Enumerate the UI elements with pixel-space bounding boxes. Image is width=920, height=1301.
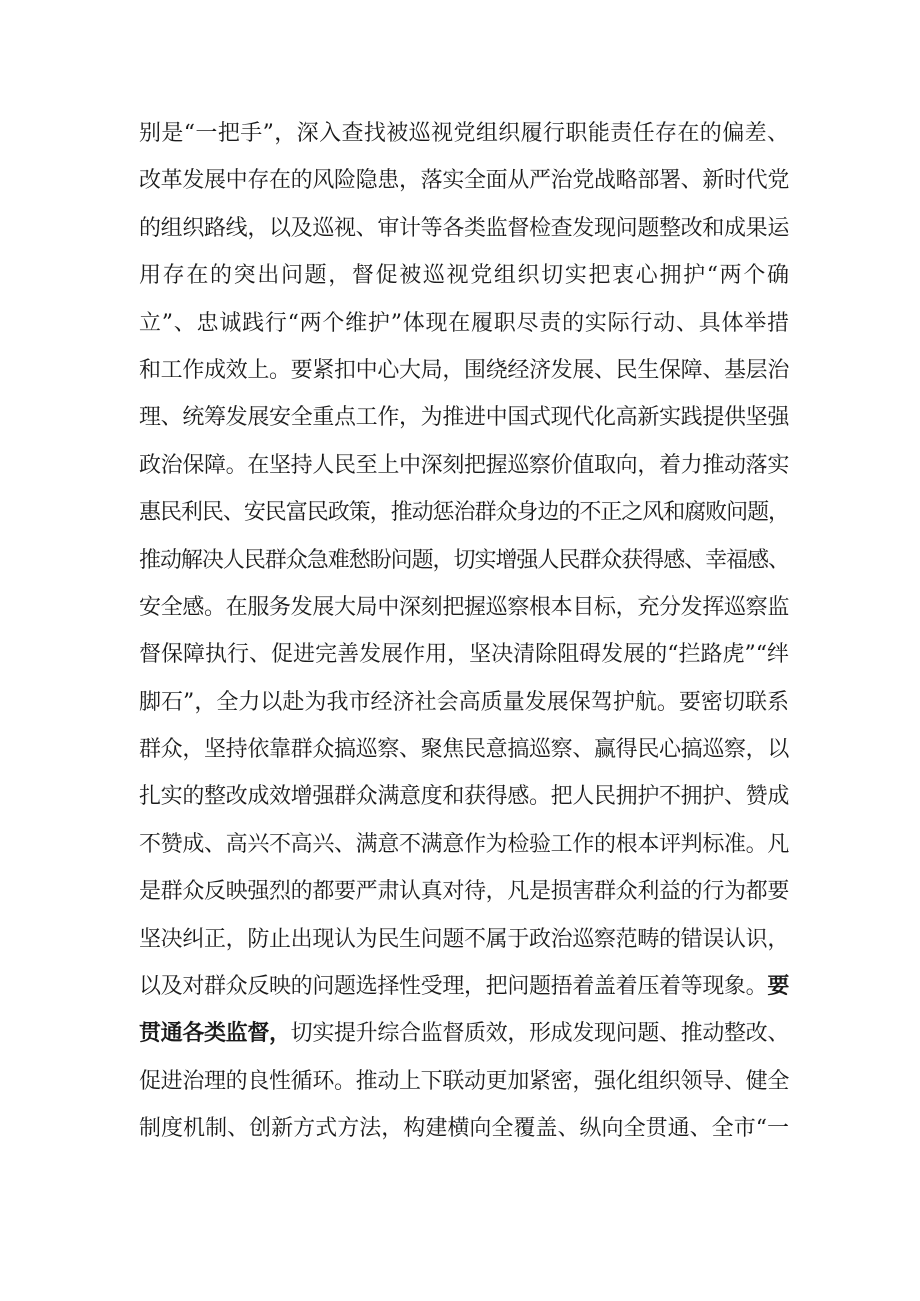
- text-line: 不赞成、高兴不高兴、满意不满意作为检验工作的根本评判标准。凡: [139, 831, 789, 857]
- text-line: 政治保障。在坚持人民至上中深刻把握巡察价值取向，着力推动落实: [139, 452, 789, 478]
- text-line: 理、统筹发展安全重点工作，为推进中国式现代化高新实践提供坚强: [139, 405, 789, 431]
- text-line-content: 以及对群众反映的问题选择性受理，把问题捂着盖着压着等现象。: [139, 974, 768, 1000]
- text-line: 别是“一把手”，深入查找被巡视党组织履行职能责任存在的偏差、: [139, 121, 789, 146]
- text-line: 和工作成效上。要紧扣中心大局，围绕经济发展、民生保障、基层治: [139, 357, 789, 383]
- text-line: 惠民利民、安民富民政策，推动惩治群众身边的不正之风和腐败问题，: [139, 500, 789, 526]
- text-line: 安全感。在服务发展大局中深刻把握巡察根本目标，充分发挥巡察监: [139, 594, 789, 620]
- text-line: 脚石”，全力以赴为我市经济社会高质量发展保驾护航。要密切联系: [139, 689, 789, 715]
- text-line: [139, 1010, 789, 1057]
- text-line: 立”、忠诚践行“两个维护”体现在履职尽责的实际行动、具体举措: [139, 310, 789, 336]
- text-line: 制度机制、创新方式方法，构建横向全覆盖、纵向全贯通、全市“一: [139, 1116, 789, 1142]
- text-line: 群众，坚持依靠群众搞巡察、聚焦民意搞巡察、赢得民心搞巡察，以: [139, 737, 789, 763]
- text-line-content: 切实提升综合监督质效，形成发现问题、推动整改、: [290, 1021, 789, 1047]
- bold-lead-in: 要: [767, 973, 789, 1000]
- text-line: 的组织路线，以及巡视、审计等各类监督检查发现问题整改和成果运: [139, 215, 789, 241]
- text-line: 坚决纠正，防止出现认为民生问题不属于政治巡察范畴的错误认识，: [139, 926, 789, 952]
- text-line: 推动解决人民群众急难愁盼问题，切实增强人民群众获得感、幸福感、: [139, 547, 789, 573]
- text-line: 用存在的突出问题，督促被巡视党组织切实把衷心拥护“两个确: [139, 263, 789, 289]
- text-line: 督保障执行、促进完善发展作用，坚决清除阻碍发展的“拦路虎”“绊: [139, 642, 789, 668]
- text-line: 促进治理的良性循环。推动上下联动更加紧密，强化组织领导、健全: [139, 1068, 789, 1094]
- text-line: 改革发展中存在的风险隐患，落实全面从严治党战略部署、新时代党: [139, 168, 789, 194]
- text-line: 是群众反映强烈的都要严肃认真对待，凡是损害群众利益的行为都要: [139, 879, 789, 905]
- text-line: 扎实的整改成效增强群众满意度和获得感。把人民拥护不拥护、赞成: [139, 784, 789, 810]
- text-line: [139, 963, 789, 1010]
- body-text: [139, 110, 789, 1153]
- bold-heading-phrase: 贯通各类监督，: [139, 1020, 291, 1047]
